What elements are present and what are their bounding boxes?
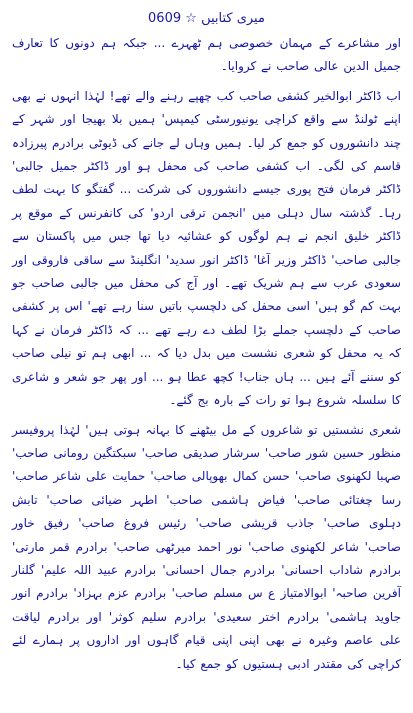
book-title: میری کتابیں xyxy=(201,11,265,26)
paragraph-poetry-sessions: شعری نشستیں تو شاعروں کے مل بیٹھنے کا بہانہ ہوتی ہیں' لہٰذا پروفیسر منظور حسین شور صاحب' سرشار صدیقی صاحب' سبکتگین رومانی صاحب' صہبا لکھنوی صاحب' حسن کمال بھوپالی صاحب' حمایت علی شاعر صاحب' رسا چغتائی صاحب' فیاض ہاشمی صاحب' اطہر ضیائی صاحب' تابش دہلوی صاحب' جاذب قریشی صاحب' رئیس فروغ صاحب' رفیق خاور صاحب' شاعر لکھنوی صاحب' نور احمد میرٹھی صاحب' برادرم قمر مارتی' برادرم شاداب احسانی' برادرم جمال احسانی' برادرم عبید اللہ علیم' گلنار آفرین صاحبہ' ابوالامتیاز ع س مسلم صاحب' برادرم عزم بہزاد' برادرم انور جاوید ہاشمی' برادرم اختر سعیدی' برادرم سلیم کوثر' اور برادرم لیاقت علی عاصم وغیرہ نے بھی اپنی اپنی قیام گاہوں اور اداروں پر ہمارے لئے کراچی کی مقتدر ادبی ہستیوں کو جمع کیا۔ xyxy=(12,422,401,671)
paragraph-kashfi-gathering: اب ڈاکٹر ابوالخیر کشفی صاحب کب چھپے رہنے والے تھے! لہٰذا انہوں نے بھی اپنے ٹولنڈ سے واقع کراچی یونیورسٹی کیمپس' ہمیں بلا بھیجا اور شہر کے چند دانشوروں کو جمع کر لیا۔ ہمیں وہاں لے جانے کی ڈیوٹی برادرم پیرزادہ قاسم کی لگی۔ اب کشفی صاحب کی محفل ہو اور ڈاکٹر جمیل جالبی' ڈاکٹر فرمان فتح پوری جیسے دانشوروں کی شرکت ... گفتگو کا بہت لطف رہا۔ گذشتہ سال دہلی میں 'انجمن ترقی اردو' کی کانفرنس کے موقع پر ڈاکٹر خلیق انجم نے ہم لوگوں کو عشائیہ دیا تھا جس میں پاکستان سے جالبی صاحب' ڈاکٹر وزیر آغا' ڈاکٹر انور سدید' انگلینڈ سے ساقی فاروقی اور سعودی عرب سے ہم شریک تھے۔ اور آج کی محفل میں جالبی صاحب جو بہت کم گو ہیں' اسی محفل کی دلچسپ باتیں سنا رہے تھے' اس پر کشفی صاحب کے دلچسپ جملے بڑا لطف دے رہے تھے ... کہ ڈاکٹر فرمان نے کہا کہ یہ محفل کو شعری نشست میں بدل دیا کہ ... ابھی ہم تو نیلی صاحب کو سننے آئے ہیں ... ہاں جناب! کچھ عطا ہو ... اور پھر جو شعر و شاعری کا سلسلہ شروع ہوا تو رات کے بارہ بج گئے۔ xyxy=(12,88,401,408)
paragraph-intro: اور مشاعرے کے مہمان خصوصی ہم ٹھہرے ... جبکہ ہم دونوں کا تعارف جمیل الدین عالی صاحب نے کروایا۔ xyxy=(12,36,401,74)
page-number: 0609 xyxy=(148,11,182,26)
page-header xyxy=(12,10,401,28)
star-icon: ☆ xyxy=(185,11,197,26)
